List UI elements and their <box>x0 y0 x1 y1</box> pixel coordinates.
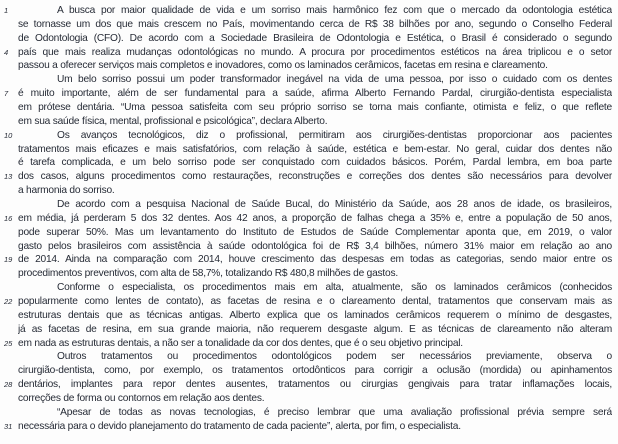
line-text: se tornasse um dos que mais crescem no País, movimentando cerca de R$ 38 bilhões por ano, segundo o Conselho Federal <box>18 18 612 30</box>
line-text: cirurgião-dentista, como, por exemplo, os tratamentos ortodônticos para corrigir a oclusão (mordida) ou apinhamentos <box>18 365 612 377</box>
line-text: Conforme o especialista, os procedimentos mais em alta, atualmente, são os laminados cerâmicos (conhecidos <box>57 282 612 294</box>
text-line <box>0 267 618 281</box>
text-line <box>0 309 618 323</box>
line-text: necessária para o devido planejamento do tratamento de cada paciente”, alerta, por fim, o especialista. <box>18 420 461 432</box>
line-text: estruturas dentais que as técnicas antigas. Alberto explica que os laminados cerâmicos requerem o mínimo de desgastes, <box>18 309 612 321</box>
line-number: 1 <box>4 6 9 15</box>
text-line <box>0 129 618 143</box>
text-line <box>0 87 618 101</box>
text-line <box>0 364 618 378</box>
line-text: pode superar 50%. Mas um levantamento do Instituto de Estudos de Saúde Complementar aponta que, em 2019, o valor <box>18 226 612 238</box>
line-number: 13 <box>4 172 13 182</box>
line-text: em prótese dentária. “Uma pessoa satisfeita com seu próprio sorriso se torna mais confiante, otimista e feliz, o que reflete <box>18 102 612 114</box>
text-line <box>0 212 618 226</box>
line-text: passou a oferecer serviços mais completos e inovadores, como os laminados cerâmicos, facetas em resina e clareamento. <box>18 60 548 72</box>
text-line <box>0 46 618 60</box>
line-number: 25 <box>4 338 13 348</box>
line-text: gasto pelos brasileiros com assistência à saúde odontológica foi de R$ 3,4 bilhões, número 31% maior em relação ao ano <box>18 240 612 252</box>
line-number: 28 <box>4 380 13 390</box>
text-line <box>0 73 618 87</box>
line-number: 10 <box>4 130 13 140</box>
text-line <box>0 4 618 18</box>
line-text: em nada as estruturas dentais, a não ser a tonalidade da cor dos dentes, que é o seu objetivo principal. <box>18 337 463 349</box>
text-line <box>0 253 618 267</box>
line-text: país que mais realiza mudanças odontológicas no mundo. A procura por procedimentos estéticos na área triplicou e o setor <box>18 46 612 58</box>
line-number: 7 <box>4 89 9 99</box>
line-text: Os avanços tecnológicos, diz o profissional, permitiram aos cirurgiões-dentistas proporcionar aos pacientes <box>57 129 612 141</box>
line-text: de Odontologia (CFO). De acordo com a Sociedade Brasileira de Odontologia e Estética, o Brasil é considerado o segundo <box>18 32 612 44</box>
text-line <box>0 115 618 129</box>
text-line <box>0 18 618 32</box>
line-number: 16 <box>4 213 13 223</box>
line-text: a harmonia do sorriso. <box>18 185 115 197</box>
line-text: é tarefa complicada, e um belo sorriso pode ser conquistado com cuidados básicos. Porém, Pardal lembra, em boa parte <box>18 157 612 169</box>
line-text: já as facetas de resina, em sua grande maioria, não requerem desgaste algum. E as técnicas de clareamento não alteram <box>18 323 612 335</box>
line-text: A busca por maior qualidade de vida e um sorriso mais harmônico fez com que o mercado da odontologia estética <box>57 5 612 16</box>
text-line <box>0 198 618 212</box>
text-line <box>0 143 618 157</box>
text-line <box>0 337 618 351</box>
text-line <box>0 392 618 406</box>
line-text: correções de forma ou contornos em relação aos dentes. <box>18 393 265 405</box>
line-text: Outros tratamentos ou procedimentos odontológicos podem ser necessários previamente, observa o <box>57 351 612 363</box>
text-line <box>0 295 618 309</box>
text-line <box>0 170 618 184</box>
line-text: “Apesar de todas as novas tecnologias, é preciso lembrar que uma avaliação profissional prévia sempre será <box>57 406 612 418</box>
text-line <box>0 350 618 364</box>
text-line <box>0 281 618 295</box>
text-line <box>0 420 618 434</box>
line-text: em média, já perderam 5 dos 32 dentes. Aos 42 anos, a proporção de falhas chega a 35% e, entre a população de 50 anos, <box>18 212 612 224</box>
text-line <box>0 101 618 115</box>
line-text: tratamentos mais eficazes e mais satisfatórios, com relação à saúde, estética e bem-estar. No geral, cuidar dos dentes não <box>18 143 612 155</box>
text-line <box>0 226 618 240</box>
line-number: 4 <box>4 47 9 57</box>
text-line <box>0 406 618 420</box>
line-text: procedimentos preventivos, com alta de 58,7%, totalizando R$ 480,8 milhões de gastos. <box>18 268 398 280</box>
line-text: dentários, implantes para repor dentes ausentes, tratamentos ou cirurgias gengivais para tratar inflamações locais, <box>18 379 612 391</box>
line-text: de 2014. Ainda na comparação com 2014, houve crescimento das despesas em todas as categorias, sendo maior entre os <box>18 254 612 266</box>
text-line <box>0 240 618 254</box>
line-number: 22 <box>4 297 13 307</box>
line-text: Um belo sorriso possui um poder transformador inegável na vida de uma pessoa, por isso o cuidado com os dentes <box>57 74 612 86</box>
text-line <box>0 59 618 73</box>
line-text: popularmente como lentes de contato), as facetas de resina e o clareamento dental, tratamentos que conservam mais as <box>18 296 612 308</box>
text-line <box>0 323 618 337</box>
line-text: é muito importante, além de ser fundamental para a saúde, afirma Alberto Fernando Pardal, cirurgião-dentista especialista <box>18 88 612 100</box>
text-line <box>0 184 618 198</box>
line-number: 19 <box>4 255 13 265</box>
line-text: dos casos, alguns procedimentos como restaurações, reconstruções e correções dos dentes são necessários para devolver <box>18 171 612 183</box>
line-number: 31 <box>4 421 13 431</box>
text-line <box>0 378 618 392</box>
text-line <box>0 32 618 46</box>
line-text: em sua saúde física, mental, profissional e psicológica”, declara Alberto. <box>18 115 328 127</box>
text-line <box>0 156 618 170</box>
line-text: De acordo com a pesquisa Nacional de Saúde Bucal, do Ministério da Saúde, aos 28 anos de idade, os brasileiros, <box>57 199 612 211</box>
